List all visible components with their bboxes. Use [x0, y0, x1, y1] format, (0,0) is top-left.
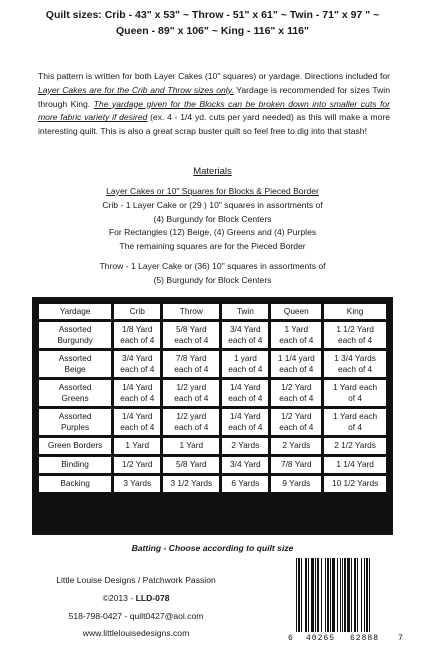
materials-crib-line-3: For Rectangles (12) Beige, (4) Greens and (4) Purples	[108, 227, 317, 237]
yardage-table	[36, 301, 389, 495]
barcode-bar	[301, 558, 302, 632]
yardage-table-frame	[32, 297, 393, 535]
barcode	[288, 558, 406, 646]
barcode-bar	[366, 558, 368, 632]
intro-underlined-2: The yardage given for the Blocks can be broken down into smaller cuts for more fabric variety if desired	[38, 98, 390, 123]
table-cell: 7/8 Yard each of 4	[163, 351, 219, 377]
barcode-bar	[342, 558, 343, 632]
barcode-bar	[317, 558, 319, 632]
materials-throw-line-2: (5) Burgundy for Block Centers	[153, 275, 272, 285]
barcode-bar	[330, 558, 331, 632]
table-cell: 3/4 Yard each of 4	[222, 322, 268, 348]
table-row	[39, 438, 386, 454]
table-cell: 7/8 Yard	[271, 457, 321, 473]
barcode-bar	[321, 558, 322, 632]
table-cell: 1 1/4 Yard	[324, 457, 386, 473]
table-cell: 1 Yard	[163, 438, 219, 454]
header-twin: Twin	[222, 304, 268, 319]
table-cell: 3/4 Yard each of 4	[114, 351, 160, 377]
table-cell: 5/8 Yard	[163, 457, 219, 473]
table-cell: 1 1/2 Yard each of 4	[324, 322, 386, 348]
table-cell: 1 Yard each of 4	[324, 380, 386, 406]
table-cell: 1 Yard	[114, 438, 160, 454]
table-cell: 1/2 Yard	[114, 457, 160, 473]
materials-crib-line-1: Crib - 1 Layer Cake or (29 ) 10" squares in assortments of	[102, 200, 323, 210]
barcode-bar	[311, 558, 314, 632]
table-header-row	[39, 304, 386, 319]
intro-paragraph	[38, 70, 390, 139]
table-cell: 1/4 Yard each of 4	[114, 409, 160, 435]
barcode-bar	[305, 558, 307, 632]
table-cell: 2 Yards	[271, 438, 321, 454]
table-cell: 1 Yard each of 4	[271, 322, 321, 348]
table-row	[39, 380, 386, 406]
table-cell: 2 1/2 Yards	[324, 438, 386, 454]
barcode-bar	[315, 558, 316, 632]
table-cell: Backing	[39, 476, 111, 492]
footer-pattern-code: LLD-078	[135, 593, 170, 603]
footer-copyright-line	[36, 593, 236, 603]
barcode-bar	[340, 558, 341, 632]
barcode-bar	[364, 558, 365, 632]
table-cell: 1/2 Yard each of 4	[271, 380, 321, 406]
quilt-sizes-line-2: Queen - 89" x 106" ~ King - 116" x 116"	[116, 25, 309, 37]
intro-text-1: This pattern is written for both Layer Cakes (10" squares) or yardage. Directions included for	[38, 71, 390, 81]
intro-underlined-1: Layer Cakes are for the Crib and Throw sizes only.	[38, 84, 234, 95]
materials-throw-line-1: Throw - 1 Layer Cake or (36) 10" squares in assortments of	[99, 261, 326, 271]
header-throw: Throw	[163, 304, 219, 319]
intro-text-3: (ex. 4 - 1/4 yd. cuts per yard needed) as this will make a more interesting quilt. This is also a great scrap buster quilt so feel free to dig into that stash!	[38, 112, 390, 137]
table-cell: 6 Yards	[222, 476, 268, 492]
barcode-bars	[288, 558, 406, 634]
table-cell: 1/8 Yard each of 4	[114, 322, 160, 348]
table-cell: Assorted Burgundy	[39, 322, 111, 348]
barcode-bar	[344, 558, 346, 632]
header-king: King	[324, 304, 386, 319]
materials-title: Materials	[193, 166, 232, 177]
barcode-bar	[369, 558, 370, 632]
table-row	[39, 351, 386, 377]
header-yardage: Yardage	[39, 304, 111, 319]
table-cell: 1/4 Yard each of 4	[114, 380, 160, 406]
table-cell: 1 Yard each of 4	[324, 409, 386, 435]
table-row	[39, 457, 386, 473]
table-cell: 1/4 Yard each of 4	[222, 380, 268, 406]
header-crib: Crib	[114, 304, 160, 319]
barcode-bar	[332, 558, 335, 632]
table-cell: 1/2 Yard each of 4	[271, 409, 321, 435]
barcode-digits-left: 40265	[306, 634, 336, 643]
table-cell: Green Borders	[39, 438, 111, 454]
table-cell: 10 1/2 Yards	[324, 476, 386, 492]
table-cell: Assorted Beige	[39, 351, 111, 377]
table-row	[39, 409, 386, 435]
table-cell: 3/4 Yard	[222, 457, 268, 473]
barcode-bar	[296, 558, 297, 632]
barcode-bar	[357, 558, 358, 632]
table-cell: 1/4 Yard each of 4	[222, 409, 268, 435]
table-row	[39, 476, 386, 492]
table-cell: 3 1/2 Yards	[163, 476, 219, 492]
barcode-bar	[337, 558, 338, 632]
materials-subtitle: Layer Cakes or 10" Squares for Blocks & Pieced Border	[106, 186, 319, 196]
table-cell: 9 Yards	[271, 476, 321, 492]
table-cell: Assorted Greens	[39, 380, 111, 406]
footer-copyright: ©2013 -	[102, 593, 136, 603]
table-cell: Assorted Purples	[39, 409, 111, 435]
footer-contact: 518-798-0427 - quilt0427@aol.com	[68, 611, 204, 621]
header-queen: Queen	[271, 304, 321, 319]
table-cell: 2 Yards	[222, 438, 268, 454]
materials-crib-line-4: The remaining squares are for the Pieced Border	[119, 241, 306, 251]
table-cell: 1 3/4 Yards each of 4	[324, 351, 386, 377]
barcode-bar	[361, 558, 362, 632]
intro-text-2: Yardage is recommended for sizes Twin through King.	[38, 84, 390, 109]
table-cell: 1/2 yard each of 4	[163, 409, 219, 435]
table-cell: 1 yard each of 4	[222, 351, 268, 377]
table-cell: 1/2 yard each of 4	[163, 380, 219, 406]
barcode-digit-check: 7	[398, 634, 403, 643]
barcode-bar	[327, 558, 329, 632]
footer-website: www.littlelouisedesigns.com	[82, 628, 190, 638]
barcode-bar	[354, 558, 356, 632]
barcode-digit-lead: 6	[288, 634, 293, 643]
barcode-bar	[351, 558, 352, 632]
table-cell: 1 1/4 yard each of 4	[271, 351, 321, 377]
table-cell: Binding	[39, 457, 111, 473]
table-cell: 3 Yards	[114, 476, 160, 492]
materials-crib-line-2: (4) Burgundy for Block Centers	[153, 214, 272, 224]
barcode-bar	[325, 558, 326, 632]
table-row	[39, 322, 386, 348]
barcode-bar	[298, 558, 300, 632]
barcode-bar	[347, 558, 350, 632]
footer-company: Little Louise Designs / Patchwork Passion	[56, 575, 216, 585]
quilt-sizes-line-1: Quilt sizes: Crib - 43" x 53" ~ Throw - 51" x 61" ~ Twin - 71" x 97 " ~	[45, 9, 380, 21]
table-cell: 5/8 Yard each of 4	[163, 322, 219, 348]
barcode-digits-right: 62888	[350, 634, 380, 643]
batting-note: Batting - Choose according to quilt size	[131, 543, 294, 553]
barcode-bar	[308, 558, 309, 632]
